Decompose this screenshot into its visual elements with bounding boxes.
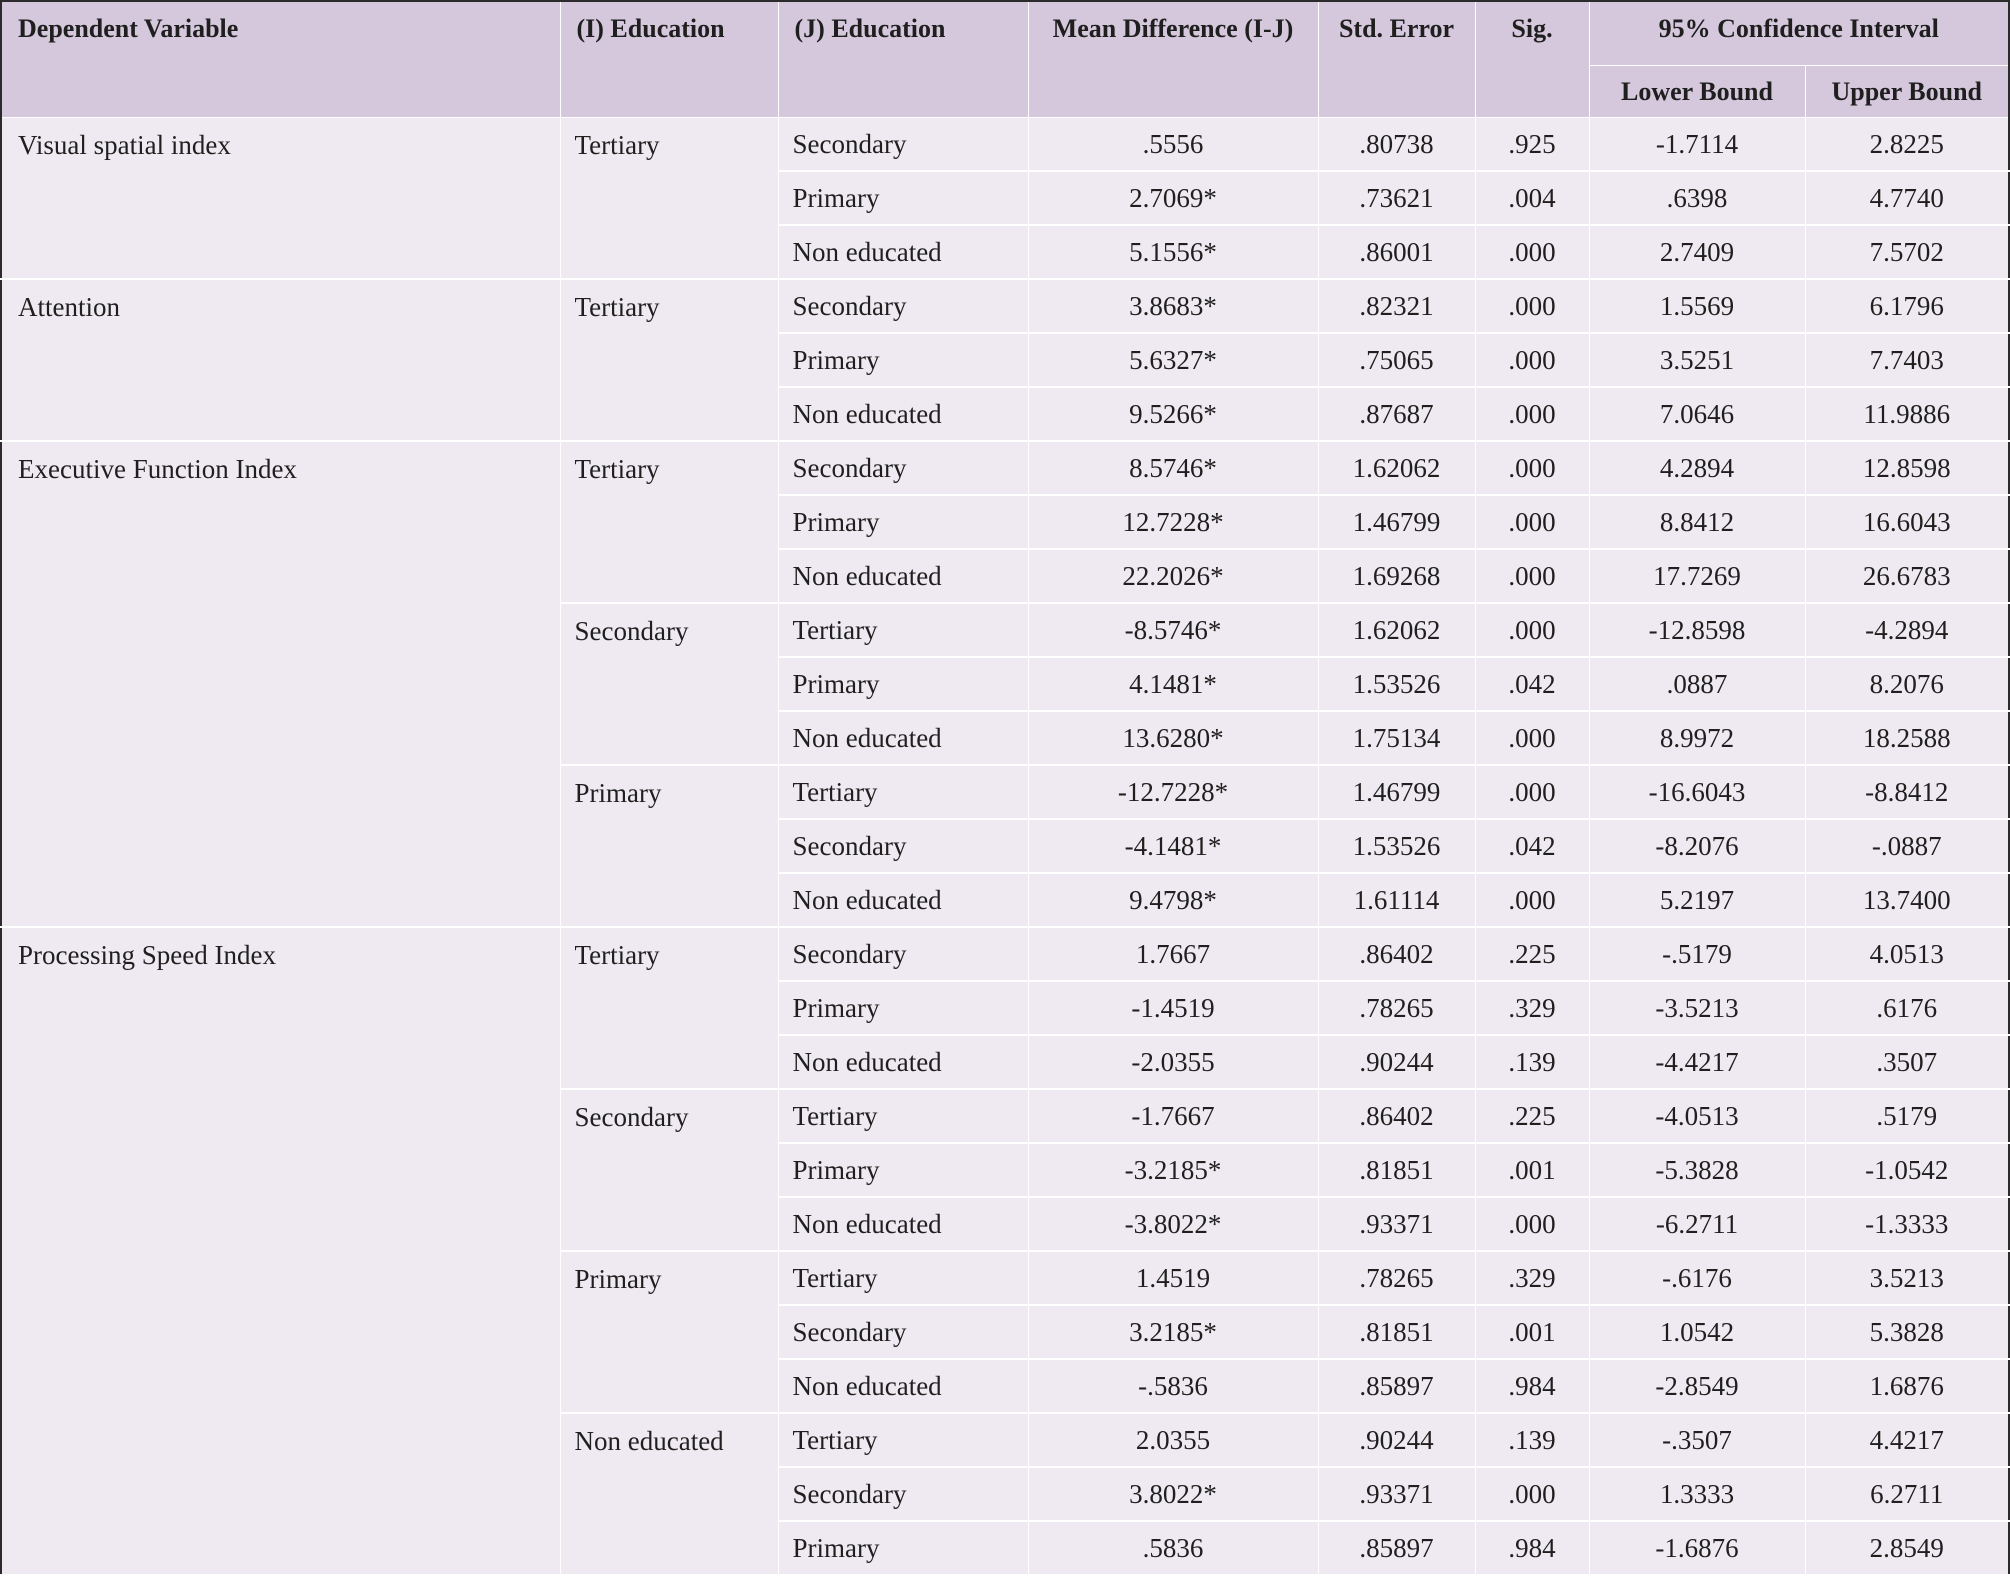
- j-education-cell: Non educated: [778, 711, 1028, 765]
- std-error-cell: 1.75134: [1318, 711, 1475, 765]
- lower-bound-cell: 17.7269: [1589, 549, 1805, 603]
- mean-difference-cell: -3.8022*: [1028, 1197, 1318, 1251]
- upper-bound-cell: 13.7400: [1805, 873, 2009, 927]
- sig-cell: .139: [1475, 1035, 1589, 1089]
- std-error-cell: 1.62062: [1318, 441, 1475, 495]
- lower-bound-cell: -12.8598: [1589, 603, 1805, 657]
- mean-difference-cell: 8.5746*: [1028, 441, 1318, 495]
- upper-bound-cell: 8.2076: [1805, 657, 2009, 711]
- sig-cell: .042: [1475, 819, 1589, 873]
- upper-bound-cell: 5.3828: [1805, 1305, 2009, 1359]
- sig-cell: .329: [1475, 1251, 1589, 1305]
- lower-bound-cell: -16.6043: [1589, 765, 1805, 819]
- lower-bound-cell: 3.5251: [1589, 333, 1805, 387]
- sig-cell: .984: [1475, 1359, 1589, 1413]
- j-education-cell: Secondary: [778, 279, 1028, 333]
- lower-bound-cell: -4.4217: [1589, 1035, 1805, 1089]
- header-lower-bound: Lower Bound: [1589, 66, 1805, 118]
- table-row: [1, 279, 2009, 333]
- mean-difference-cell: -2.0355: [1028, 1035, 1318, 1089]
- lower-bound-cell: -8.2076: [1589, 819, 1805, 873]
- std-error-cell: 1.53526: [1318, 657, 1475, 711]
- header-j-education: (J) Education: [778, 1, 1028, 118]
- std-error-cell: .78265: [1318, 1251, 1475, 1305]
- mean-difference-cell: 5.1556*: [1028, 225, 1318, 279]
- j-education-cell: Primary: [778, 333, 1028, 387]
- std-error-cell: .93371: [1318, 1197, 1475, 1251]
- mean-difference-cell: 1.7667: [1028, 927, 1318, 981]
- std-error-cell: .73621: [1318, 171, 1475, 225]
- j-education-cell: Tertiary: [778, 1413, 1028, 1467]
- j-education-cell: Secondary: [778, 819, 1028, 873]
- lower-bound-cell: -2.8549: [1589, 1359, 1805, 1413]
- std-error-cell: .85897: [1318, 1521, 1475, 1575]
- i-education-cell: Primary: [560, 765, 778, 927]
- lower-bound-cell: 4.2894: [1589, 441, 1805, 495]
- mean-difference-cell: -12.7228*: [1028, 765, 1318, 819]
- std-error-cell: .87687: [1318, 387, 1475, 441]
- lower-bound-cell: 5.2197: [1589, 873, 1805, 927]
- j-education-cell: Primary: [778, 657, 1028, 711]
- upper-bound-cell: 12.8598: [1805, 441, 2009, 495]
- j-education-cell: Non educated: [778, 1197, 1028, 1251]
- lower-bound-cell: 1.5569: [1589, 279, 1805, 333]
- std-error-cell: .85897: [1318, 1359, 1475, 1413]
- sig-cell: .004: [1475, 171, 1589, 225]
- lower-bound-cell: 2.7409: [1589, 225, 1805, 279]
- sig-cell: .225: [1475, 1089, 1589, 1143]
- mean-difference-cell: .5836: [1028, 1521, 1318, 1575]
- upper-bound-cell: -1.0542: [1805, 1143, 2009, 1197]
- lower-bound-cell: 1.3333: [1589, 1467, 1805, 1521]
- sig-cell: .000: [1475, 333, 1589, 387]
- sig-cell: .139: [1475, 1413, 1589, 1467]
- table-header: [1, 1, 2009, 118]
- dependent-variable-cell: Executive Function Index: [1, 441, 560, 927]
- upper-bound-cell: 4.4217: [1805, 1413, 2009, 1467]
- mean-difference-cell: 2.0355: [1028, 1413, 1318, 1467]
- sig-cell: .000: [1475, 765, 1589, 819]
- mean-difference-cell: 9.4798*: [1028, 873, 1318, 927]
- j-education-cell: Non educated: [778, 873, 1028, 927]
- lower-bound-cell: 1.0542: [1589, 1305, 1805, 1359]
- header-std-error: Std. Error: [1318, 1, 1475, 118]
- mean-difference-cell: 1.4519: [1028, 1251, 1318, 1305]
- j-education-cell: Non educated: [778, 225, 1028, 279]
- std-error-cell: 1.46799: [1318, 495, 1475, 549]
- std-error-cell: .81851: [1318, 1305, 1475, 1359]
- sig-cell: .000: [1475, 1197, 1589, 1251]
- upper-bound-cell: 1.6876: [1805, 1359, 2009, 1413]
- upper-bound-cell: -.0887: [1805, 819, 2009, 873]
- mean-difference-cell: 3.8022*: [1028, 1467, 1318, 1521]
- sig-cell: .984: [1475, 1521, 1589, 1575]
- upper-bound-cell: 11.9886: [1805, 387, 2009, 441]
- mean-difference-cell: 5.6327*: [1028, 333, 1318, 387]
- upper-bound-cell: 2.8549: [1805, 1521, 2009, 1575]
- mean-difference-cell: 3.8683*: [1028, 279, 1318, 333]
- upper-bound-cell: .5179: [1805, 1089, 2009, 1143]
- lower-bound-cell: -.6176: [1589, 1251, 1805, 1305]
- i-education-cell: Primary: [560, 1251, 778, 1413]
- sig-cell: .000: [1475, 711, 1589, 765]
- j-education-cell: Secondary: [778, 927, 1028, 981]
- std-error-cell: 1.53526: [1318, 819, 1475, 873]
- mean-difference-cell: 22.2026*: [1028, 549, 1318, 603]
- lower-bound-cell: -1.6876: [1589, 1521, 1805, 1575]
- i-education-cell: Tertiary: [560, 118, 778, 280]
- upper-bound-cell: 3.5213: [1805, 1251, 2009, 1305]
- std-error-cell: 1.61114: [1318, 873, 1475, 927]
- sig-cell: .000: [1475, 1467, 1589, 1521]
- j-education-cell: Primary: [778, 1521, 1028, 1575]
- upper-bound-cell: .6176: [1805, 981, 2009, 1035]
- table-row: [1, 927, 2009, 981]
- j-education-cell: Tertiary: [778, 1089, 1028, 1143]
- std-error-cell: .90244: [1318, 1413, 1475, 1467]
- header-dependent-variable: Dependent Variable: [1, 1, 560, 118]
- sig-cell: .000: [1475, 873, 1589, 927]
- mean-difference-cell: 13.6280*: [1028, 711, 1318, 765]
- mean-difference-cell: .5556: [1028, 118, 1318, 172]
- lower-bound-cell: .0887: [1589, 657, 1805, 711]
- table-row: [1, 441, 2009, 495]
- lower-bound-cell: -5.3828: [1589, 1143, 1805, 1197]
- mean-difference-cell: -1.7667: [1028, 1089, 1318, 1143]
- upper-bound-cell: -4.2894: [1805, 603, 2009, 657]
- j-education-cell: Secondary: [778, 441, 1028, 495]
- sig-cell: .000: [1475, 495, 1589, 549]
- mean-difference-cell: -3.2185*: [1028, 1143, 1318, 1197]
- std-error-cell: .80738: [1318, 118, 1475, 172]
- upper-bound-cell: -8.8412: [1805, 765, 2009, 819]
- j-education-cell: Secondary: [778, 1467, 1028, 1521]
- lower-bound-cell: -1.7114: [1589, 118, 1805, 172]
- std-error-cell: .86001: [1318, 225, 1475, 279]
- lower-bound-cell: -4.0513: [1589, 1089, 1805, 1143]
- upper-bound-cell: 2.8225: [1805, 118, 2009, 172]
- header-confidence-interval: 95% Confidence Interval: [1589, 1, 2009, 66]
- mean-difference-cell: -.5836: [1028, 1359, 1318, 1413]
- std-error-cell: 1.46799: [1318, 765, 1475, 819]
- dependent-variable-cell: Attention: [1, 279, 560, 441]
- dependent-variable-cell: Processing Speed Index: [1, 927, 560, 1575]
- j-education-cell: Secondary: [778, 118, 1028, 172]
- sig-cell: .000: [1475, 387, 1589, 441]
- lower-bound-cell: -3.5213: [1589, 981, 1805, 1035]
- table-row: [1, 118, 2009, 172]
- std-error-cell: 1.62062: [1318, 603, 1475, 657]
- j-education-cell: Primary: [778, 171, 1028, 225]
- upper-bound-cell: 6.2711: [1805, 1467, 2009, 1521]
- std-error-cell: .82321: [1318, 279, 1475, 333]
- header-mean-difference: Mean Difference (I-J): [1028, 1, 1318, 118]
- upper-bound-cell: 4.7740: [1805, 171, 2009, 225]
- upper-bound-cell: 16.6043: [1805, 495, 2009, 549]
- header-i-education: (I) Education: [560, 1, 778, 118]
- j-education-cell: Secondary: [778, 1305, 1028, 1359]
- i-education-cell: Non educated: [560, 1413, 778, 1575]
- j-education-cell: Non educated: [778, 1035, 1028, 1089]
- upper-bound-cell: .3507: [1805, 1035, 2009, 1089]
- upper-bound-cell: 4.0513: [1805, 927, 2009, 981]
- mean-difference-cell: -4.1481*: [1028, 819, 1318, 873]
- mean-difference-cell: 12.7228*: [1028, 495, 1318, 549]
- lower-bound-cell: -6.2711: [1589, 1197, 1805, 1251]
- sig-cell: .001: [1475, 1305, 1589, 1359]
- upper-bound-cell: -1.3333: [1805, 1197, 2009, 1251]
- j-education-cell: Tertiary: [778, 1251, 1028, 1305]
- i-education-cell: Secondary: [560, 1089, 778, 1251]
- upper-bound-cell: 26.6783: [1805, 549, 2009, 603]
- lower-bound-cell: 7.0646: [1589, 387, 1805, 441]
- std-error-cell: .86402: [1318, 1089, 1475, 1143]
- header-upper-bound: Upper Bound: [1805, 66, 2009, 118]
- j-education-cell: Tertiary: [778, 603, 1028, 657]
- upper-bound-cell: 18.2588: [1805, 711, 2009, 765]
- lower-bound-cell: -.3507: [1589, 1413, 1805, 1467]
- sig-cell: .000: [1475, 441, 1589, 495]
- std-error-cell: .90244: [1318, 1035, 1475, 1089]
- j-education-cell: Primary: [778, 981, 1028, 1035]
- j-education-cell: Tertiary: [778, 765, 1028, 819]
- j-education-cell: Non educated: [778, 549, 1028, 603]
- upper-bound-cell: 7.7403: [1805, 333, 2009, 387]
- lower-bound-cell: 8.8412: [1589, 495, 1805, 549]
- dependent-variable-cell: Visual spatial index: [1, 118, 560, 280]
- std-error-cell: .81851: [1318, 1143, 1475, 1197]
- sig-cell: .000: [1475, 225, 1589, 279]
- j-education-cell: Primary: [778, 1143, 1028, 1197]
- upper-bound-cell: 7.5702: [1805, 225, 2009, 279]
- mean-difference-cell: 3.2185*: [1028, 1305, 1318, 1359]
- lower-bound-cell: 8.9972: [1589, 711, 1805, 765]
- std-error-cell: .93371: [1318, 1467, 1475, 1521]
- j-education-cell: Non educated: [778, 387, 1028, 441]
- sig-cell: .000: [1475, 279, 1589, 333]
- std-error-cell: .78265: [1318, 981, 1475, 1035]
- sig-cell: .925: [1475, 118, 1589, 172]
- mean-difference-cell: -8.5746*: [1028, 603, 1318, 657]
- i-education-cell: Tertiary: [560, 279, 778, 441]
- mean-difference-cell: 2.7069*: [1028, 171, 1318, 225]
- mean-difference-cell: 9.5266*: [1028, 387, 1318, 441]
- i-education-cell: Tertiary: [560, 441, 778, 603]
- sig-cell: .001: [1475, 1143, 1589, 1197]
- j-education-cell: Non educated: [778, 1359, 1028, 1413]
- lower-bound-cell: -.5179: [1589, 927, 1805, 981]
- mean-difference-cell: -1.4519: [1028, 981, 1318, 1035]
- j-education-cell: Primary: [778, 495, 1028, 549]
- std-error-cell: .75065: [1318, 333, 1475, 387]
- std-error-cell: 1.69268: [1318, 549, 1475, 603]
- std-error-cell: .86402: [1318, 927, 1475, 981]
- table-body: [1, 118, 2009, 1576]
- sig-cell: .329: [1475, 981, 1589, 1035]
- mean-difference-cell: 4.1481*: [1028, 657, 1318, 711]
- sig-cell: .042: [1475, 657, 1589, 711]
- lower-bound-cell: .6398: [1589, 171, 1805, 225]
- sig-cell: .000: [1475, 603, 1589, 657]
- i-education-cell: Tertiary: [560, 927, 778, 1089]
- header-sig: Sig.: [1475, 1, 1589, 118]
- sig-cell: .225: [1475, 927, 1589, 981]
- sig-cell: .000: [1475, 549, 1589, 603]
- i-education-cell: Secondary: [560, 603, 778, 765]
- upper-bound-cell: 6.1796: [1805, 279, 2009, 333]
